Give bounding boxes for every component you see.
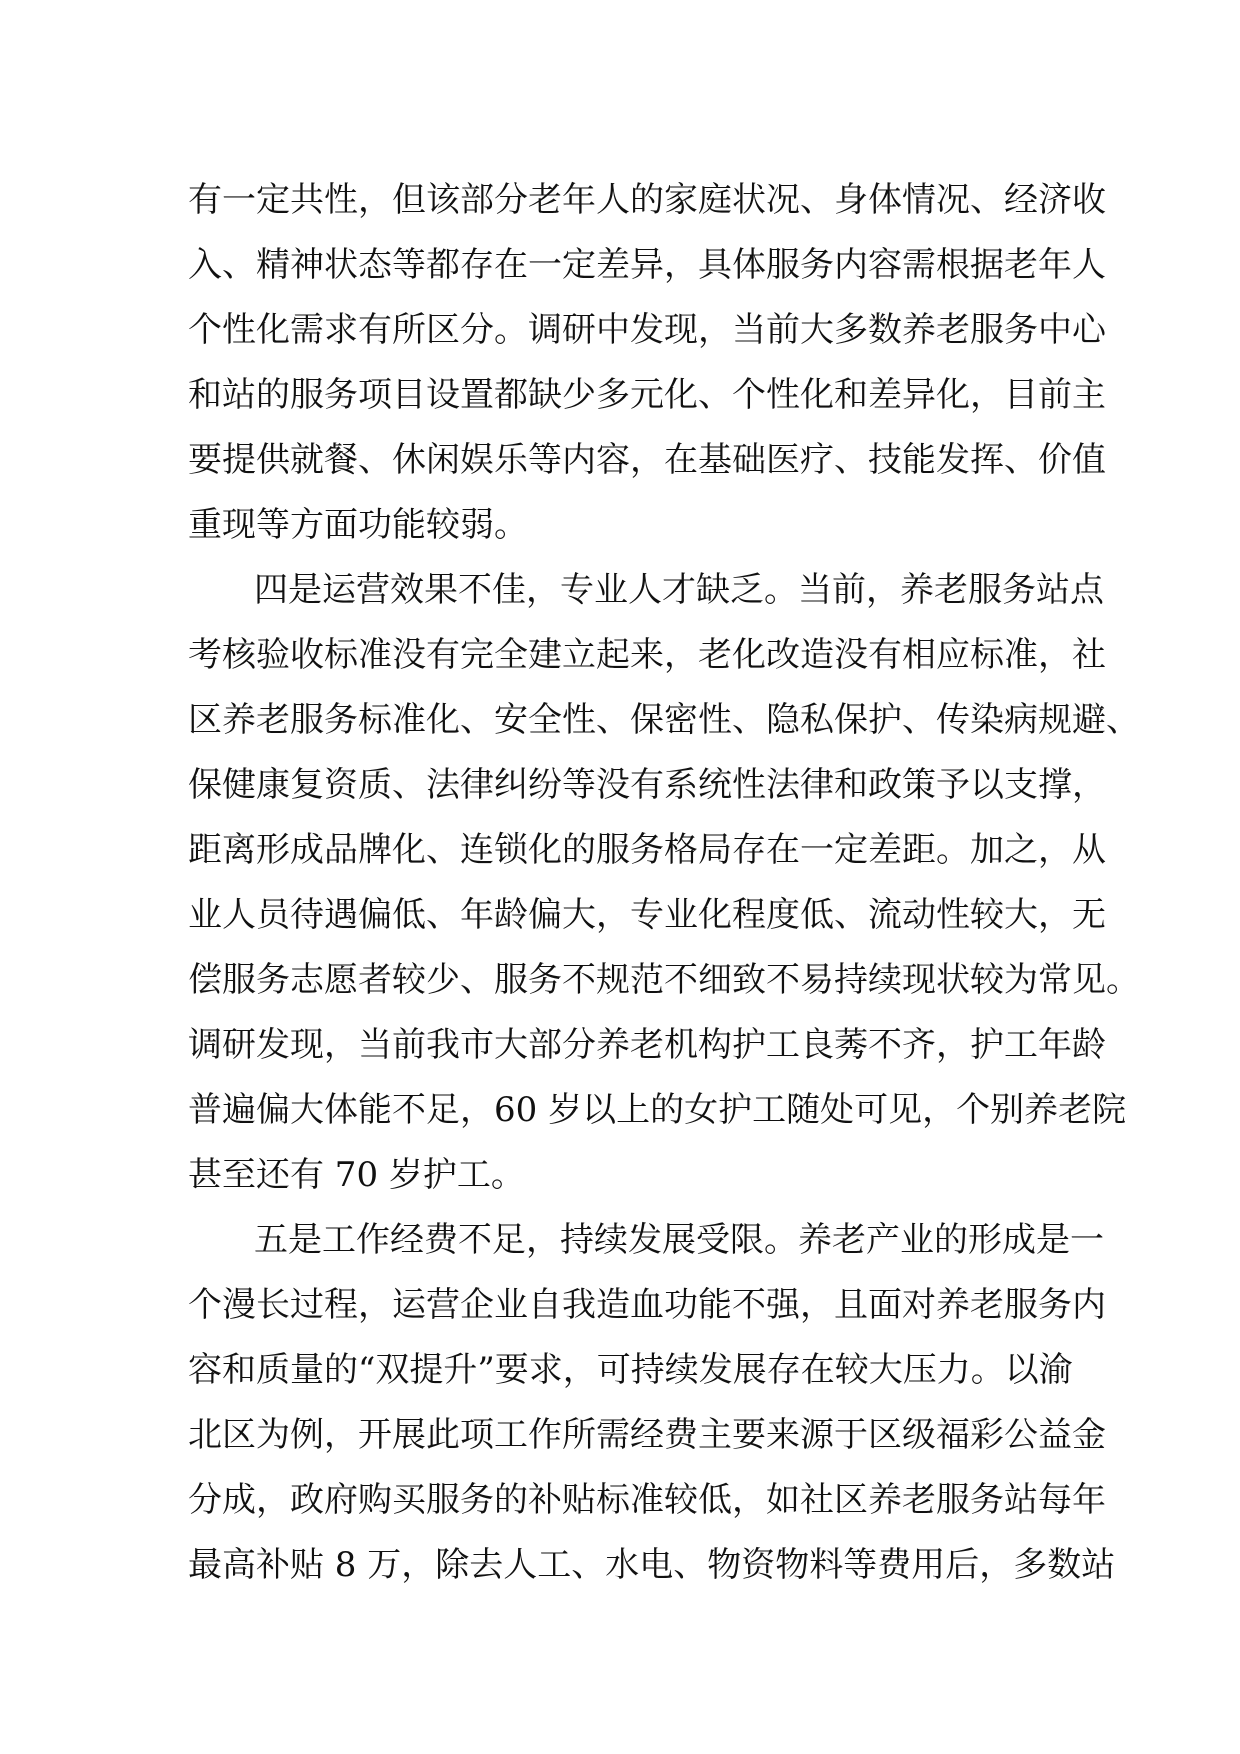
text-line: 考核验收标准没有完全建立起来，老化改造没有相应标准，社: [188, 635, 1106, 675]
paragraph-start-line: 四是运营效果不佳，专业人才缺乏。当前，养老服务站点: [254, 570, 1104, 610]
text-line: 要提供就餐、休闲娱乐等内容，在基础医疗、技能发挥、价值: [188, 440, 1106, 480]
text-line: 北区为例，开展此项工作所需经费主要来源于区级福彩公益金: [188, 1415, 1106, 1455]
document-body: [188, 168, 1140, 1598]
text-line: 容和质量的“双提升”要求，可持续发展存在较大压力。以渝: [188, 1350, 1073, 1390]
text-line: 区养老服务标准化、安全性、保密性、隐私保护、传染病规避、: [188, 700, 1140, 740]
text-line: 保健康复资质、法律纠纷等没有系统性法律和政策予以支撑，: [188, 765, 1106, 805]
text-line: 距离形成品牌化、连锁化的服务格局存在一定差距。加之，从: [188, 830, 1106, 870]
text-line: 个漫长过程，运营企业自我造血功能不强，且面对养老服务内: [188, 1285, 1106, 1325]
text-line: 调研发现，当前我市大部分养老机构护工良莠不齐，护工年龄: [188, 1025, 1106, 1065]
text-line: 分成，政府购买服务的补贴标准较低，如社区养老服务站每年: [188, 1480, 1106, 1520]
text-line: 有一定共性，但该部分老年人的家庭状况、身体情况、经济收: [188, 180, 1106, 220]
text-line: 个性化需求有所区分。调研中发现，当前大多数养老服务中心: [188, 310, 1106, 350]
text-line: 甚至还有 70 岁护工。: [188, 1155, 525, 1195]
text-line: 偿服务志愿者较少、服务不规范不细致不易持续现状较为常见。: [188, 960, 1140, 1000]
text-line: 最高补贴 8 万，除去人工、水电、物资物料等费用后，多数站: [188, 1545, 1116, 1585]
text-line: 重现等方面功能较弱。: [188, 505, 528, 545]
text-line: 入、精神状态等都存在一定差异，具体服务内容需根据老年人: [188, 245, 1106, 285]
paragraph-start-line: 五是工作经费不足，持续发展受限。养老产业的形成是一: [254, 1220, 1104, 1260]
text-line: 普遍偏大体能不足，60 岁以上的女护工随处可见，个别养老院: [188, 1090, 1127, 1130]
text-line: 和站的服务项目设置都缺少多元化、个性化和差异化，目前主: [188, 375, 1106, 415]
text-line: 业人员待遇偏低、年龄偏大，专业化程度低、流动性较大，无: [188, 895, 1106, 935]
